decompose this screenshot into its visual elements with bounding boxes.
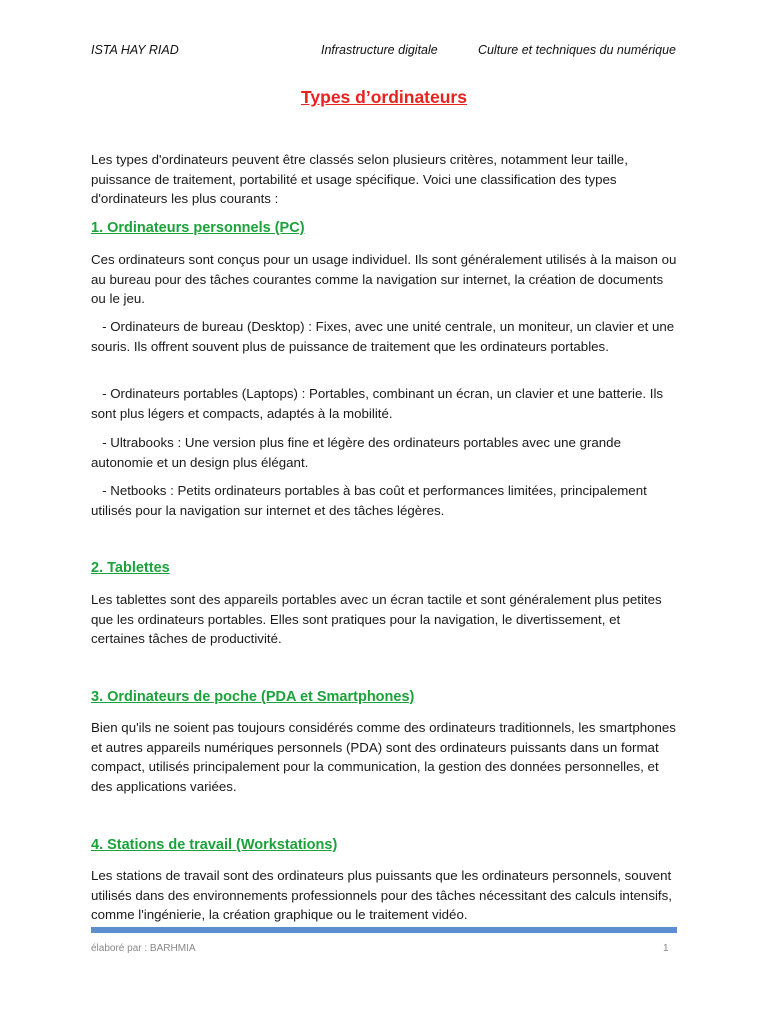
section-heading: 1. Ordinateurs personnels (PC) (91, 220, 305, 236)
section-paragraph: Ces ordinateurs sont conçus pour un usage individuel. Ils sont généralement utilisés à la maison ou au bureau pour des tâches courantes comme la navigation sur internet, la création de documents ou le jeu. (91, 252, 677, 306)
section-paragraph: Les tablettes sont des appareils portables avec un écran tactile et sont généralement plus petites que les ordinateurs portables. Elles sont pratiques pour la navigation, le divertissement, et certaines tâches de productivité. (91, 592, 662, 646)
header-course: Culture et techniques du numérique (477, 43, 676, 57)
header-school: ISTA HAY RIAD (91, 43, 179, 57)
section-3-para-1 (91, 718, 677, 796)
section-3 (91, 687, 677, 707)
section-heading: 3. Ordinateurs de poche (PDA et Smartphones) (91, 689, 415, 705)
bullet-laptops: - Ordinateurs portables (Laptops) : Portables, combinant un écran, un clavier et une batterie. Ils sont plus légers et compacts, adaptés à la mobilité. (91, 386, 667, 421)
section-1 (91, 218, 677, 238)
section-heading: 4. Stations de travail (Workstations) (91, 837, 338, 853)
footer-divider (91, 927, 677, 933)
section-4 (91, 835, 677, 855)
section-1-para-1 (91, 250, 677, 309)
section-paragraph: Bien qu'ils ne soient pas toujours considérés comme des ordinateurs traditionnels, les smartphones et autres appareils numériques personnels (PDA) sont des ordinateurs puissants dans un format compact, utilisés principalement pour la communication, la gestion des données personnelles, et des applications variées. (91, 720, 676, 794)
section-2-para-1 (91, 590, 677, 649)
footer-author: élaboré par : BARHMIA (91, 943, 196, 954)
bullet-desktop: - Ordinateurs de bureau (Desktop) : Fixes, avec une unité centrale, un moniteur, un clavier et une souris. Ils offrent souvent plus de puissance de traitement que les ordinateurs portables. (91, 319, 678, 354)
section-1-para-2 (91, 317, 677, 356)
section-1-para-5 (91, 481, 677, 520)
page-number: 1 (663, 943, 669, 954)
intro-paragraph: Les types d'ordinateurs peuvent être classés selon plusieurs critères, notamment leur taille, puissance de traitement, portabilité et usage spécifique. Voici une classification des types d'ordinateurs les plus courants : (91, 152, 628, 206)
section-4-para-1 (91, 866, 677, 925)
section-2 (91, 558, 677, 578)
intro-block (91, 150, 677, 209)
section-heading: 2. Tablettes (91, 560, 170, 576)
bullet-ultrabooks: - Ultrabooks : Une version plus fine et légère des ordinateurs portables avec une grande autonomie et un design plus élégant. (91, 435, 625, 470)
header-module: Infrastructure digitale (321, 43, 438, 57)
section-paragraph: Les stations de travail sont des ordinateurs plus puissants que les ordinateurs personnels, souvent utilisés dans des environnements professionnels pour des tâches nécessitant des calculs intensifs, comme l'ingénierie, la création graphique ou le traitement vidéo. (91, 868, 672, 922)
document-title: Types d’ordinateurs (301, 87, 467, 107)
section-1-para-4 (91, 433, 677, 472)
section-1-para-3 (91, 384, 677, 423)
bullet-netbooks: - Netbooks : Petits ordinateurs portables à bas coût et performances limitées, principalement utilisés pour la navigation sur internet et des tâches légères. (91, 483, 651, 518)
